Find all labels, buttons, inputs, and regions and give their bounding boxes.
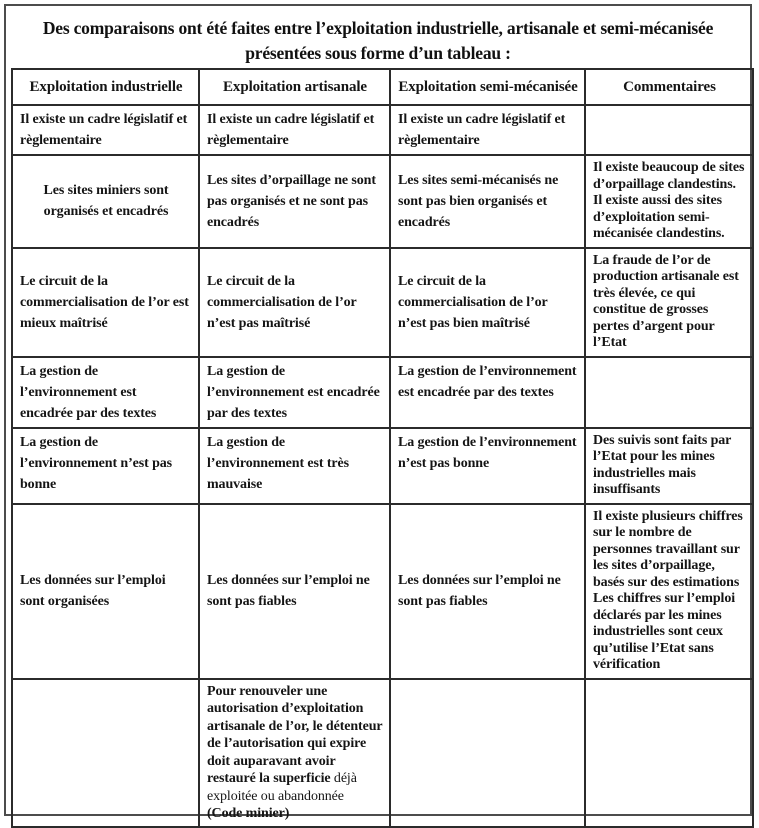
- code-minier-ref: (Code minier): [207, 806, 290, 821]
- cell-artisanale: [199, 679, 390, 827]
- cell-industrielle: [12, 679, 199, 827]
- comment-paragraph: Il existe aussi des sites d’exploitation semi-mécanisée clandestins.: [593, 193, 725, 241]
- cell-artisanale: Les données sur l’emploi ne sont pas fiables: [199, 504, 390, 679]
- comment-paragraph: Il existe plusieurs chiffres sur le nombre de personnes travaillant sur les sites d’orpaillage, basés sur des estimations: [593, 508, 743, 590]
- cell-semi-mecanisee: Les données sur l’emploi ne sont pas fiables: [390, 504, 585, 679]
- cell-industrielle: Le circuit de la commercialisation de l’or est mieux maîtrisé: [12, 248, 199, 357]
- cell-commentaires: La fraude de l’or de production artisanale est très élevée, ce qui constitue de grosses pertes d’argent pour l’Etat: [585, 248, 753, 357]
- cell-semi-mecanisee: Les sites semi-mécanisés ne sont pas bien organisés et encadrés: [390, 155, 585, 248]
- table-row: [12, 155, 753, 248]
- cell-industrielle: Les sites miniers sont organisés et encadrés: [12, 155, 199, 248]
- cell-artisanale: Le circuit de la commercialisation de l’or n’est pas maîtrisé: [199, 248, 390, 357]
- document-frame: [4, 4, 752, 821]
- cell-commentaires: [585, 679, 753, 827]
- column-header-artisanale: Exploitation artisanale: [199, 69, 390, 105]
- column-header-semi-mecanisee: Exploitation semi-mécanisée: [390, 69, 585, 105]
- cell-semi-mecanisee: La gestion de l’environnement est encadrée par des textes: [390, 357, 585, 428]
- cell-commentaires: [585, 105, 753, 155]
- renewal-rule-normal: déjà exploitée ou abandonnée: [207, 771, 357, 804]
- cell-semi-mecanisee: Le circuit de la commercialisation de l’or n’est pas bien maîtrisé: [390, 248, 585, 357]
- cell-artisanale: La gestion de l’environnement est très mauvaise: [199, 428, 390, 504]
- cell-industrielle: La gestion de l’environnement est encadrée par des textes: [12, 357, 199, 428]
- cell-semi-mecanisee: [390, 679, 585, 827]
- cell-semi-mecanisee: Il existe un cadre législatif et règlementaire: [390, 105, 585, 155]
- cell-artisanale: Les sites d’orpaillage ne sont pas organisés et ne sont pas encadrés: [199, 155, 390, 248]
- column-header-commentaires: Commentaires: [585, 69, 753, 105]
- cell-artisanale: La gestion de l’environnement est encadrée par des textes: [199, 357, 390, 428]
- page-title: Des comparaisons ont été faites entre l’exploitation industrielle, artisanale et semi-mécanisée présentées sous forme d’un tableau :: [42, 18, 714, 63]
- column-header-industrielle: Exploitation industrielle: [12, 69, 199, 105]
- comment-paragraph: Les chiffres sur l’emploi déclarés par les mines industrielles sont ceux qu’utilise l’Etat sans vérification: [593, 591, 736, 672]
- renewal-rule-bold: Pour renouveler une autorisation d’exploitation artisanale de l’or, le détenteur de l’autorisation qui expire doit auparavant avoir restauré la superficie: [207, 683, 383, 786]
- cell-industrielle: Les données sur l’emploi sont organisées: [12, 504, 199, 679]
- comment-paragraph: Il existe beaucoup de sites d’orpaillage clandestins.: [593, 160, 745, 192]
- cell-commentaires: Des suivis sont faits par l’Etat pour les mines industrielles mais insuffisants: [585, 428, 753, 504]
- table-row: [12, 248, 753, 357]
- table-row: [12, 428, 753, 504]
- cell-commentaires: [585, 504, 753, 679]
- table-row: [12, 357, 753, 428]
- cell-commentaires: [585, 357, 753, 428]
- table-row: [12, 504, 753, 679]
- cell-artisanale: Il existe un cadre législatif et règlementaire: [199, 105, 390, 155]
- comparison-table: [11, 68, 754, 828]
- cell-semi-mecanisee: La gestion de l’environnement n’est pas bonne: [390, 428, 585, 504]
- cell-commentaires: [585, 155, 753, 248]
- header-row: [12, 69, 753, 105]
- table-row: [12, 679, 753, 827]
- cell-industrielle: Il existe un cadre législatif et règlementaire: [12, 105, 199, 155]
- cell-industrielle: La gestion de l’environnement n’est pas bonne: [12, 428, 199, 504]
- table-row: [12, 105, 753, 155]
